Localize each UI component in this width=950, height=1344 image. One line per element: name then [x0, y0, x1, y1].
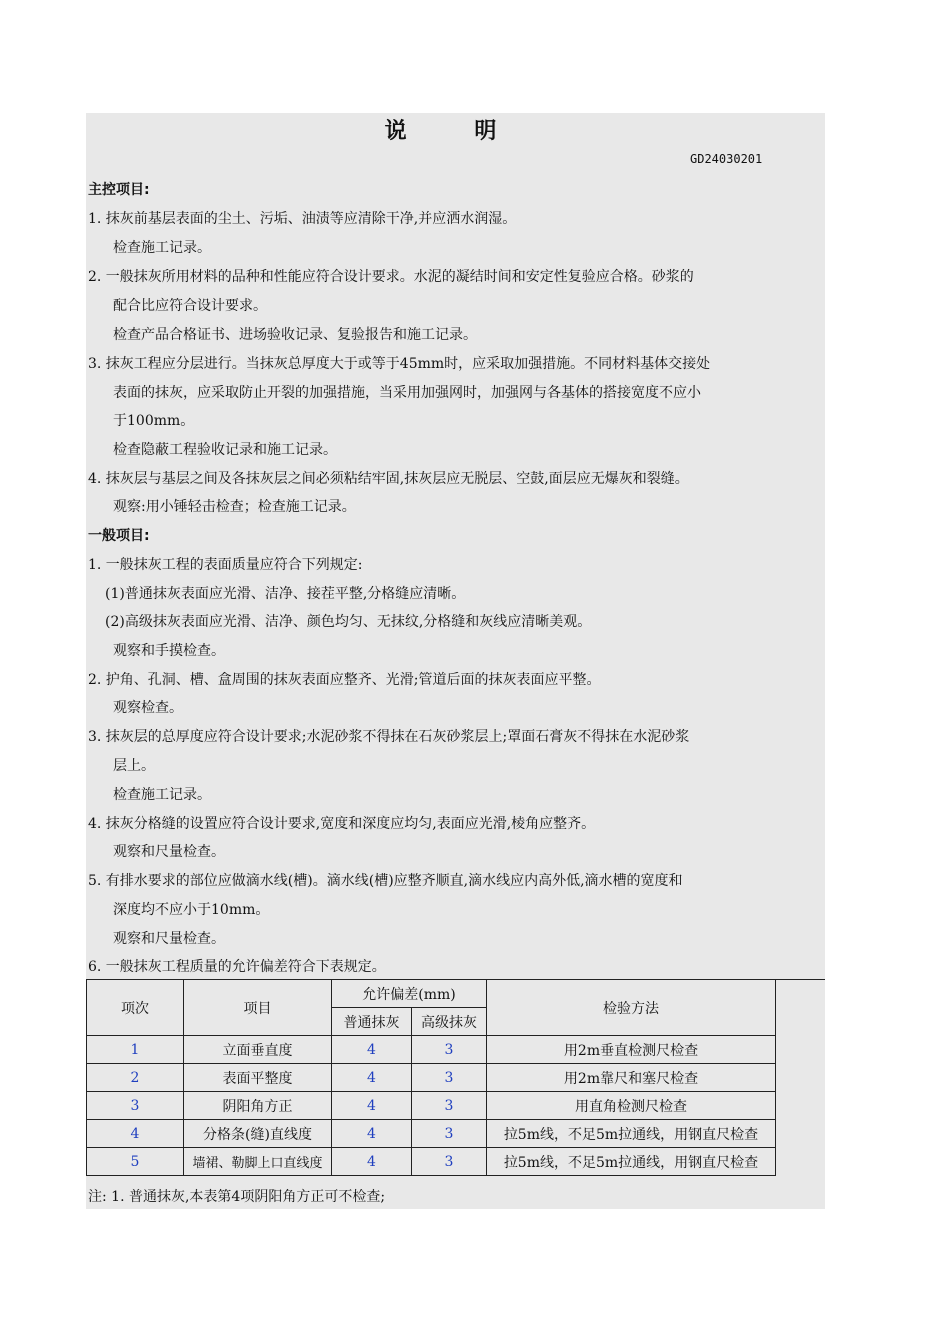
row-seq: 5: [87, 1148, 184, 1176]
row-item: 表面平整度: [184, 1064, 332, 1092]
row-advanced: 3: [412, 1092, 487, 1120]
general-item: 观察和尺量检查。: [113, 844, 225, 860]
main-item: 检查产品合格证书、进场验收记录、复验报告和施工记录。: [113, 327, 477, 343]
table-row: [87, 1120, 776, 1148]
header-item: 项目: [184, 980, 332, 1036]
row-method: 拉5m线，不足5m拉通线，用钢直尺检查: [487, 1120, 776, 1148]
row-method: 用2m垂直检测尺检查: [487, 1036, 776, 1064]
main-item: 于100mm。: [113, 413, 195, 429]
row-method: 用直角检测尺检查: [487, 1092, 776, 1120]
general-item: 1. 一般抹灰工程的表面质量应符合下列规定:: [88, 557, 363, 573]
row-item: 分格条(缝)直线度: [184, 1120, 332, 1148]
table-row: [87, 1036, 776, 1064]
header-deviation: 允许偏差(mm): [332, 980, 487, 1008]
general-item: 深度均不应小于10mm。: [113, 902, 270, 918]
general-item: 6. 一般抹灰工程质量的允许偏差符合下表规定。: [88, 959, 386, 975]
main-item: 4. 抹灰层与基层之间及各抹灰层之间必须粘结牢固,抹灰层应无脱层、空鼓,面层应无爆灰和裂缝。: [88, 471, 689, 487]
row-item: 立面垂直度: [184, 1036, 332, 1064]
row-seq: 3: [87, 1092, 184, 1120]
header-seq: 项次: [87, 980, 184, 1036]
main-item: 表面的抹灰，应采取防止开裂的加强措施，当采用加强网时，加强网与各基体的搭接宽度不应小: [113, 385, 701, 401]
general-item: 观察检查。: [113, 700, 183, 716]
general-item: 检查施工记录。: [113, 787, 211, 803]
row-advanced: 3: [412, 1064, 487, 1092]
table-row: [87, 1064, 776, 1092]
row-seq: 4: [87, 1120, 184, 1148]
table-row: [87, 1092, 776, 1120]
row-advanced: 3: [412, 1120, 487, 1148]
table-extension: [776, 979, 825, 1182]
row-normal: 4: [332, 1120, 412, 1148]
row-normal: 4: [332, 1148, 412, 1176]
row-method: 用2m靠尺和塞尺检查: [487, 1064, 776, 1092]
row-advanced: 3: [412, 1148, 487, 1176]
general-item: 观察和手摸检查。: [113, 643, 225, 659]
row-seq: 2: [87, 1064, 184, 1092]
main-item: 检查施工记录。: [113, 240, 211, 256]
main-heading: 主控项目:: [88, 182, 150, 198]
table-row: [87, 1148, 776, 1176]
main-item: 3. 抹灰工程应分层进行。当抹灰总厚度大于或等于45mm时，应采取加强措施。不同材料基体交接处: [88, 356, 711, 372]
main-item: 检查隐蔽工程验收记录和施工记录。: [113, 442, 337, 458]
row-item: 阴阳角方正: [184, 1092, 332, 1120]
row-item: 墙裙、勒脚上口直线度: [184, 1148, 332, 1176]
header-normal: 普通抹灰: [332, 1008, 412, 1036]
main-item: 配合比应符合设计要求。: [113, 298, 267, 314]
document-code: GD24030201: [690, 152, 763, 166]
main-item: 2. 一般抹灰所用材料的品种和性能应符合设计要求。水泥的凝结时间和安定性复验应合格。砂浆的: [88, 269, 694, 285]
row-seq: 1: [87, 1036, 184, 1064]
general-item: 3. 抹灰层的总厚度应符合设计要求;水泥砂浆不得抹在石灰砂浆层上;罩面石膏灰不得抹在水泥砂浆: [88, 729, 690, 745]
main-item: 观察:用小锤轻击检查；检查施工记录。: [113, 499, 356, 515]
row-normal: 4: [332, 1064, 412, 1092]
row-advanced: 3: [412, 1036, 487, 1064]
header-advanced: 高级抹灰: [412, 1008, 487, 1036]
header-method: 检验方法: [487, 980, 776, 1036]
main-item: 1. 抹灰前基层表面的尘土、污垢、油渍等应清除干净,并应洒水润湿。: [88, 211, 517, 227]
deviation-table: [86, 979, 776, 1176]
page-title: 说 明: [384, 118, 527, 144]
general-item: 观察和尺量检查。: [113, 931, 225, 947]
general-item: 层上。: [113, 758, 155, 774]
footnote: 注: 1. 普通抹灰,本表第4项阴阳角方正可不检查;: [88, 1189, 386, 1205]
row-normal: 4: [332, 1036, 412, 1064]
general-item: 4. 抹灰分格缝的设置应符合设计要求,宽度和深度应均匀,表面应光滑,棱角应整齐。: [88, 816, 596, 832]
row-normal: 4: [332, 1092, 412, 1120]
general-heading: 一般项目:: [88, 528, 150, 544]
general-item: 2. 护角、孔洞、槽、盒周围的抹灰表面应整齐、光滑;管道后面的抹灰表面应平整。: [88, 672, 601, 688]
general-item: (1)普通抹灰表面应光滑、洁净、接茬平整,分格缝应清晰。: [105, 586, 466, 602]
row-method: 拉5m线，不足5m拉通线，用钢直尺检查: [487, 1148, 776, 1176]
table-header-row: [87, 980, 776, 1008]
general-item: 5. 有排水要求的部位应做滴水线(槽)。滴水线(槽)应整齐顺直,滴水线应内高外低,滴水槽的宽度和: [88, 873, 683, 889]
general-item: (2)高级抹灰表面应光滑、洁净、颜色均匀、无抹纹,分格缝和灰线应清晰美观。: [105, 614, 592, 630]
